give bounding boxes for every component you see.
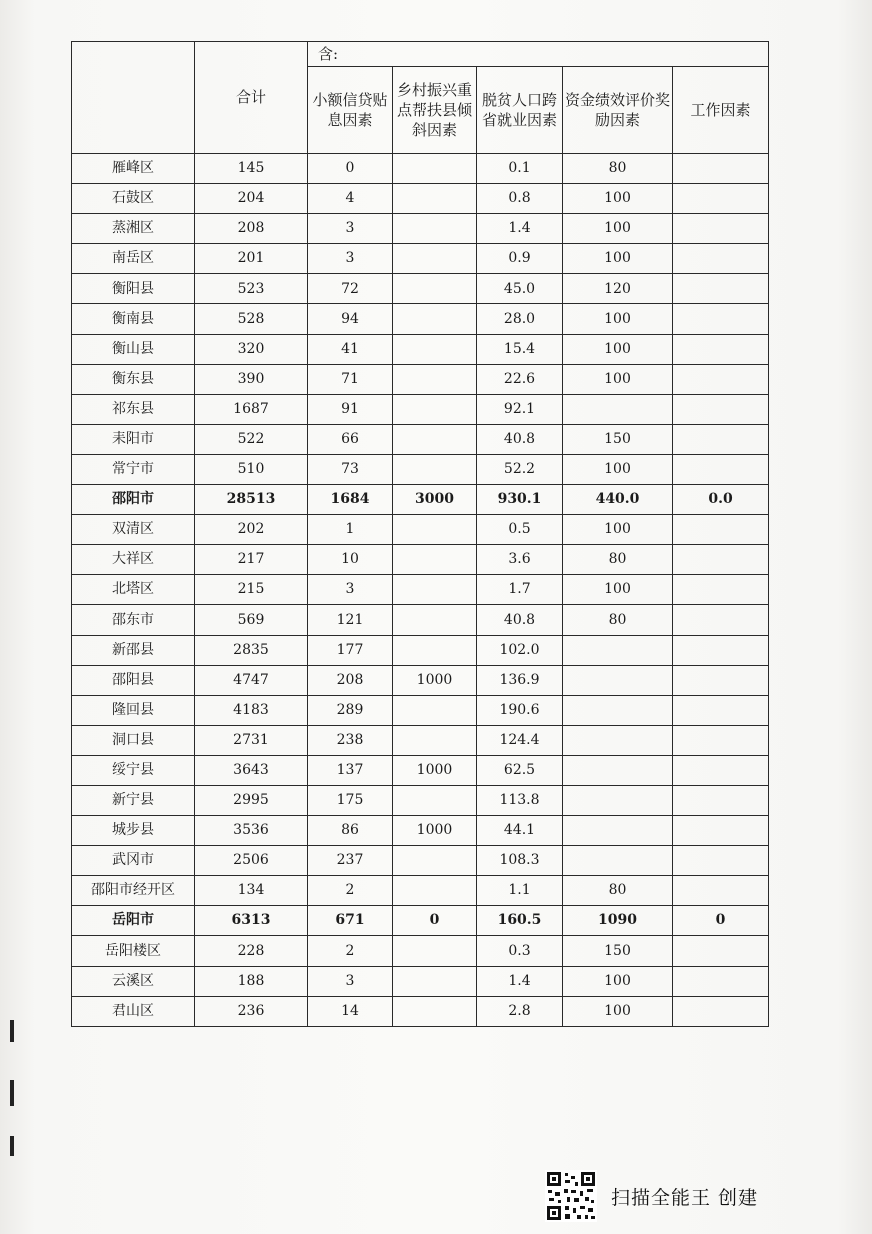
work-factor-cell — [673, 575, 769, 605]
key-county-cell — [393, 304, 477, 334]
region-name-cell: 邵阳市 — [72, 485, 195, 515]
performance-reward-cell: 100 — [563, 334, 673, 364]
header-cross-province-employment: 脱贫人口跨省就业因素 — [477, 67, 563, 154]
employment-cell: 160.5 — [477, 906, 563, 936]
employment-cell: 0.8 — [477, 184, 563, 214]
total-cell: 228 — [195, 936, 308, 966]
total-cell: 1687 — [195, 394, 308, 424]
work-factor-cell — [673, 154, 769, 184]
work-factor-cell — [673, 695, 769, 725]
loan-subsidy-cell: 2 — [308, 936, 393, 966]
total-cell: 188 — [195, 966, 308, 996]
employment-cell: 52.2 — [477, 454, 563, 484]
region-name-cell: 衡阳县 — [72, 274, 195, 304]
table-row — [72, 334, 769, 364]
key-county-cell — [393, 876, 477, 906]
region-name-cell: 邵东市 — [72, 605, 195, 635]
employment-cell: 45.0 — [477, 274, 563, 304]
total-cell: 134 — [195, 876, 308, 906]
region-name-cell: 岳阳市 — [72, 906, 195, 936]
key-county-cell — [393, 996, 477, 1026]
employment-cell: 44.1 — [477, 816, 563, 846]
scanner-app-label: 扫描全能王 创建 — [611, 1186, 759, 1209]
total-cell: 28513 — [195, 485, 308, 515]
key-county-cell — [393, 695, 477, 725]
loan-subsidy-cell: 121 — [308, 605, 393, 635]
performance-reward-cell: 1090 — [563, 906, 673, 936]
loan-subsidy-cell: 10 — [308, 545, 393, 575]
performance-reward-cell: 440.0 — [563, 485, 673, 515]
total-cell: 217 — [195, 545, 308, 575]
key-county-cell — [393, 244, 477, 274]
key-county-cell — [393, 605, 477, 635]
loan-subsidy-cell: 72 — [308, 274, 393, 304]
employment-cell: 62.5 — [477, 755, 563, 785]
table-row — [72, 846, 769, 876]
total-cell: 204 — [195, 184, 308, 214]
performance-reward-cell: 80 — [563, 154, 673, 184]
header-work-factor: 工作因素 — [673, 67, 769, 154]
performance-reward-cell: 100 — [563, 515, 673, 545]
key-county-cell — [393, 184, 477, 214]
region-name-cell: 衡山县 — [72, 334, 195, 364]
performance-reward-cell: 80 — [563, 876, 673, 906]
work-factor-cell — [673, 785, 769, 815]
total-cell: 201 — [195, 244, 308, 274]
employment-cell: 3.6 — [477, 545, 563, 575]
region-name-cell: 岳阳楼区 — [72, 936, 195, 966]
work-factor-cell — [673, 725, 769, 755]
table-row — [72, 605, 769, 635]
work-factor-cell — [673, 364, 769, 394]
loan-subsidy-cell: 671 — [308, 906, 393, 936]
performance-reward-cell — [563, 665, 673, 695]
performance-reward-cell: 100 — [563, 364, 673, 394]
performance-reward-cell: 100 — [563, 214, 673, 244]
work-factor-cell — [673, 244, 769, 274]
employment-cell: 1.1 — [477, 876, 563, 906]
key-county-cell — [393, 966, 477, 996]
loan-subsidy-cell: 137 — [308, 755, 393, 785]
total-cell: 215 — [195, 575, 308, 605]
table-row — [72, 304, 769, 334]
loan-subsidy-cell: 238 — [308, 725, 393, 755]
scanner-watermark — [545, 1168, 758, 1224]
header-total: 合计 — [195, 42, 308, 154]
loan-subsidy-cell: 1684 — [308, 485, 393, 515]
work-factor-cell — [673, 876, 769, 906]
region-name-cell: 耒阳市 — [72, 424, 195, 454]
region-name-cell: 新宁县 — [72, 785, 195, 815]
total-cell: 4747 — [195, 665, 308, 695]
key-county-cell: 1000 — [393, 816, 477, 846]
employment-cell: 0.5 — [477, 515, 563, 545]
performance-reward-cell — [563, 755, 673, 785]
performance-reward-cell: 150 — [563, 424, 673, 454]
region-name-cell: 北塔区 — [72, 575, 195, 605]
region-name-cell: 衡东县 — [72, 364, 195, 394]
key-county-cell: 1000 — [393, 755, 477, 785]
employment-cell: 190.6 — [477, 695, 563, 725]
performance-reward-cell: 80 — [563, 545, 673, 575]
loan-subsidy-cell: 1 — [308, 515, 393, 545]
work-factor-cell — [673, 304, 769, 334]
table-row — [72, 184, 769, 214]
key-county-cell — [393, 394, 477, 424]
region-name-cell: 常宁市 — [72, 454, 195, 484]
total-cell: 236 — [195, 996, 308, 1026]
employment-cell: 0.1 — [477, 154, 563, 184]
region-name-cell: 新邵县 — [72, 635, 195, 665]
employment-cell: 113.8 — [477, 785, 563, 815]
table-row — [72, 485, 769, 515]
loan-subsidy-cell: 3 — [308, 966, 393, 996]
performance-reward-cell — [563, 846, 673, 876]
performance-reward-cell: 100 — [563, 244, 673, 274]
total-cell: 528 — [195, 304, 308, 334]
employment-cell: 136.9 — [477, 665, 563, 695]
loan-subsidy-cell: 0 — [308, 154, 393, 184]
total-cell: 390 — [195, 364, 308, 394]
table-row — [72, 695, 769, 725]
total-cell: 2731 — [195, 725, 308, 755]
region-name-cell: 君山区 — [72, 996, 195, 1026]
region-name-cell: 雁峰区 — [72, 154, 195, 184]
key-county-cell — [393, 515, 477, 545]
performance-reward-cell — [563, 725, 673, 755]
performance-reward-cell: 120 — [563, 274, 673, 304]
loan-subsidy-cell: 14 — [308, 996, 393, 1026]
table-row — [72, 906, 769, 936]
employment-cell: 40.8 — [477, 424, 563, 454]
performance-reward-cell: 100 — [563, 575, 673, 605]
performance-reward-cell: 80 — [563, 605, 673, 635]
work-factor-cell — [673, 996, 769, 1026]
loan-subsidy-cell: 71 — [308, 364, 393, 394]
employment-cell: 92.1 — [477, 394, 563, 424]
table-row — [72, 755, 769, 785]
employment-cell: 124.4 — [477, 725, 563, 755]
work-factor-cell — [673, 665, 769, 695]
loan-subsidy-cell: 41 — [308, 334, 393, 364]
region-name-cell: 邵阳县 — [72, 665, 195, 695]
work-factor-cell — [673, 214, 769, 244]
table-row — [72, 785, 769, 815]
loan-subsidy-cell: 73 — [308, 454, 393, 484]
work-factor-cell — [673, 936, 769, 966]
key-county-cell — [393, 846, 477, 876]
performance-reward-cell: 100 — [563, 184, 673, 214]
work-factor-cell — [673, 334, 769, 364]
key-county-cell — [393, 424, 477, 454]
work-factor-cell — [673, 184, 769, 214]
loan-subsidy-cell: 175 — [308, 785, 393, 815]
table-row — [72, 816, 769, 846]
table-row — [72, 665, 769, 695]
region-name-cell: 武冈市 — [72, 846, 195, 876]
scan-edge-mark — [10, 1080, 14, 1106]
loan-subsidy-cell: 3 — [308, 214, 393, 244]
performance-reward-cell: 100 — [563, 996, 673, 1026]
total-cell: 569 — [195, 605, 308, 635]
key-county-cell — [393, 454, 477, 484]
loan-subsidy-cell: 94 — [308, 304, 393, 334]
employment-cell: 0.9 — [477, 244, 563, 274]
table-row — [72, 635, 769, 665]
work-factor-cell — [673, 755, 769, 785]
work-factor-cell — [673, 966, 769, 996]
total-cell: 202 — [195, 515, 308, 545]
table-row — [72, 454, 769, 484]
performance-reward-cell — [563, 816, 673, 846]
total-cell: 3536 — [195, 816, 308, 846]
loan-subsidy-cell: 4 — [308, 184, 393, 214]
region-name-cell: 隆回县 — [72, 695, 195, 725]
table-row — [72, 936, 769, 966]
loan-subsidy-cell: 208 — [308, 665, 393, 695]
performance-reward-cell — [563, 635, 673, 665]
performance-reward-cell — [563, 785, 673, 815]
table-row — [72, 394, 769, 424]
employment-cell: 1.4 — [477, 214, 563, 244]
key-county-cell: 3000 — [393, 485, 477, 515]
table-row — [72, 244, 769, 274]
table-row — [72, 214, 769, 244]
performance-reward-cell: 150 — [563, 936, 673, 966]
key-county-cell: 0 — [393, 906, 477, 936]
employment-cell: 0.3 — [477, 936, 563, 966]
loan-subsidy-cell: 3 — [308, 575, 393, 605]
allocation-table — [71, 41, 769, 1027]
key-county-cell — [393, 725, 477, 755]
loan-subsidy-cell: 86 — [308, 816, 393, 846]
region-name-cell: 云溪区 — [72, 966, 195, 996]
work-factor-cell — [673, 545, 769, 575]
key-county-cell — [393, 936, 477, 966]
region-name-cell: 邵阳市经开区 — [72, 876, 195, 906]
loan-subsidy-cell: 66 — [308, 424, 393, 454]
table-row — [72, 876, 769, 906]
key-county-cell — [393, 575, 477, 605]
header-loan-subsidy: 小额信贷贴息因素 — [308, 67, 393, 154]
region-name-cell: 绥宁县 — [72, 755, 195, 785]
work-factor-cell — [673, 394, 769, 424]
employment-cell: 1.7 — [477, 575, 563, 605]
total-cell: 2835 — [195, 635, 308, 665]
loan-subsidy-cell: 177 — [308, 635, 393, 665]
work-factor-cell — [673, 816, 769, 846]
total-cell: 6313 — [195, 906, 308, 936]
key-county-cell — [393, 274, 477, 304]
region-name-cell: 衡南县 — [72, 304, 195, 334]
key-county-cell — [393, 214, 477, 244]
total-cell: 510 — [195, 454, 308, 484]
key-county-cell — [393, 785, 477, 815]
table-row — [72, 725, 769, 755]
employment-cell: 40.8 — [477, 605, 563, 635]
work-factor-cell — [673, 635, 769, 665]
work-factor-cell — [673, 454, 769, 484]
table-row — [72, 274, 769, 304]
employment-cell: 1.4 — [477, 966, 563, 996]
employment-cell: 28.0 — [477, 304, 563, 334]
performance-reward-cell: 100 — [563, 966, 673, 996]
total-cell: 2506 — [195, 846, 308, 876]
region-name-cell: 城步县 — [72, 816, 195, 846]
employment-cell: 2.8 — [477, 996, 563, 1026]
table-row — [72, 515, 769, 545]
region-name-cell: 南岳区 — [72, 244, 195, 274]
header-key-county: 乡村振兴重点帮扶县倾斜因素 — [393, 67, 477, 154]
total-cell: 523 — [195, 274, 308, 304]
employment-cell: 22.6 — [477, 364, 563, 394]
table-row — [72, 545, 769, 575]
table-row — [72, 996, 769, 1026]
region-name-cell: 大祥区 — [72, 545, 195, 575]
header-corner — [72, 42, 195, 154]
loan-subsidy-cell: 289 — [308, 695, 393, 725]
performance-reward-cell — [563, 394, 673, 424]
key-county-cell — [393, 154, 477, 184]
total-cell: 2995 — [195, 785, 308, 815]
employment-cell: 102.0 — [477, 635, 563, 665]
region-name-cell: 石鼓区 — [72, 184, 195, 214]
loan-subsidy-cell: 237 — [308, 846, 393, 876]
scan-edge-mark — [10, 1020, 14, 1042]
header-performance-reward: 资金绩效评价奖励因素 — [563, 67, 673, 154]
loan-subsidy-cell: 3 — [308, 244, 393, 274]
total-cell: 3643 — [195, 755, 308, 785]
key-county-cell: 1000 — [393, 665, 477, 695]
work-factor-cell — [673, 424, 769, 454]
total-cell: 320 — [195, 334, 308, 364]
work-factor-cell: 0 — [673, 906, 769, 936]
qr-code-icon — [545, 1170, 597, 1222]
table-row — [72, 154, 769, 184]
work-factor-cell — [673, 846, 769, 876]
scan-edge-mark — [10, 1136, 14, 1156]
work-factor-cell — [673, 274, 769, 304]
region-name-cell: 蒸湘区 — [72, 214, 195, 244]
key-county-cell — [393, 635, 477, 665]
total-cell: 522 — [195, 424, 308, 454]
table-row — [72, 575, 769, 605]
employment-cell: 15.4 — [477, 334, 563, 364]
region-name-cell: 祁东县 — [72, 394, 195, 424]
table-row — [72, 424, 769, 454]
table-row — [72, 966, 769, 996]
work-factor-cell — [673, 605, 769, 635]
employment-cell: 108.3 — [477, 846, 563, 876]
region-name-cell: 洞口县 — [72, 725, 195, 755]
loan-subsidy-cell: 91 — [308, 394, 393, 424]
performance-reward-cell — [563, 695, 673, 725]
key-county-cell — [393, 545, 477, 575]
employment-cell: 930.1 — [477, 485, 563, 515]
total-cell: 4183 — [195, 695, 308, 725]
key-county-cell — [393, 364, 477, 394]
loan-subsidy-cell: 2 — [308, 876, 393, 906]
table-row — [72, 364, 769, 394]
header-includes: 含: — [308, 42, 769, 67]
work-factor-cell — [673, 515, 769, 545]
total-cell: 145 — [195, 154, 308, 184]
total-cell: 208 — [195, 214, 308, 244]
region-name-cell: 双清区 — [72, 515, 195, 545]
work-factor-cell: 0.0 — [673, 485, 769, 515]
performance-reward-cell: 100 — [563, 304, 673, 334]
performance-reward-cell: 100 — [563, 454, 673, 484]
key-county-cell — [393, 334, 477, 364]
